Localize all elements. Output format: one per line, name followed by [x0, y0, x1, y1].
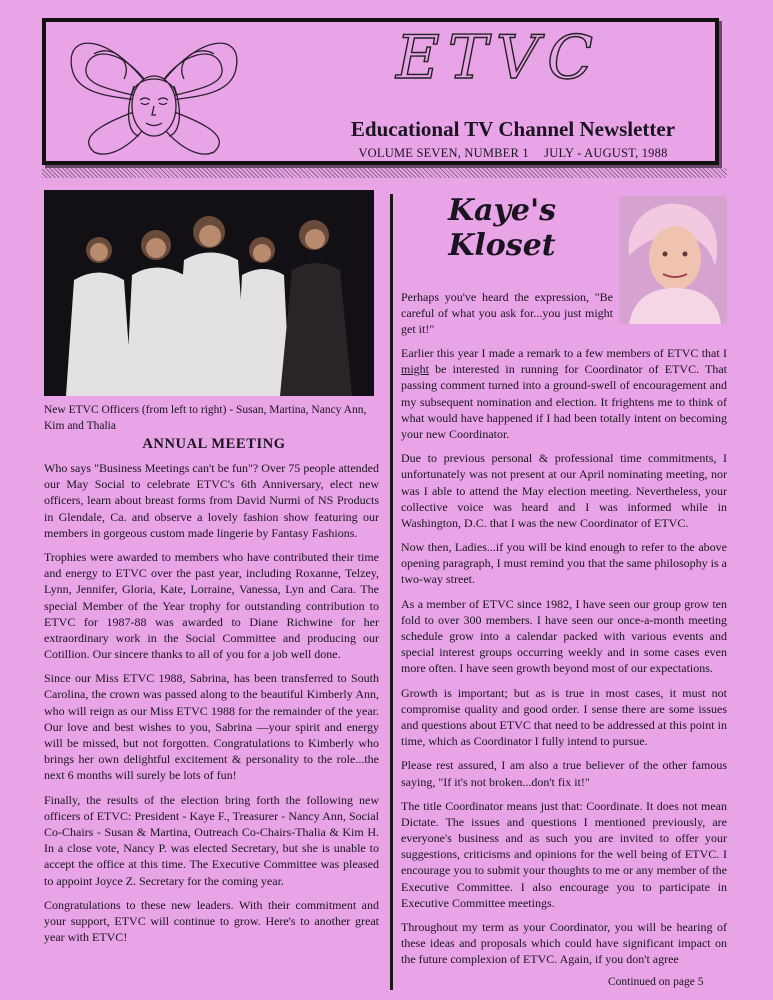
butterfly-face-logo: [54, 24, 254, 162]
article-paragraph: The title Coordinator means just that: Coordinate. It does not mean Dictate. The issues and questions I mentioned previously, are everyone's business and as such you are invited to offer your suggestions, criticisms and opinions for the well being of ETVC. I encourage you to submit your thoughts to me or any member of the Executive Committee. I also encourage you to participate in Executive Committee meetings.: [401, 798, 727, 910]
annual-meeting-heading: ANNUAL MEETING: [142, 436, 286, 452]
text-run: be interested in running for Coordinator of ETVC. That passing comment turned into a ground-swell of encouragement and my subsequent nomination and election. It frightens me to think of what would have happened if I had been totally intent on becoming your new Coordinator.: [401, 362, 727, 441]
newsletter-title: Educational TV Channel Newsletter: [350, 117, 676, 141]
kayes-kloset-title-line: Kloset: [448, 227, 556, 263]
photo-caption: New ETVC Officers (from left to right) - Susan, Martina, Nancy Ann, Kim and Thalia: [44, 404, 367, 432]
article-paragraph: Now then, Ladies...if you will be kind enough to refer to the above opening paragraph, I must remind you that the same philosophy is a two-way street.: [401, 540, 727, 587]
hatched-divider: [42, 168, 727, 178]
article-paragraph: Trophies were awarded to members who have contributed their time and energy to ETVC over the past year, including Roxanne, Telzey, Lynn, Jennifer, Gloria, Kate, Lorraine, Vanessa, Lyn and Cara. The special Member of the Year trophy for outstanding contribution to ETVC for 1987-88 was awarded to Diane Richwine for her extraordinary work in the Social Committee and producing our Cotillion. Our sincere thanks to all of you for a job well done.: [44, 549, 379, 662]
masthead: [42, 18, 719, 165]
kayes-kloset-article: [401, 345, 727, 976]
article-paragraph: As a member of ETVC since 1982, I have seen our group grow ten fold to over 300 members. I have seen our once-a-month meeting schedule grow into a calendar packed with various events and special interest groups occurring weekly and in some cases even more often. I have seen growth beyond most of our expectations.: [401, 596, 727, 676]
officers-photo: [44, 190, 374, 396]
article-paragraph: Since our Miss ETVC 1988, Sabrina, has been transferred to South Carolina, the crown was passed along to the beautiful Kimberly Ann, who will reign as our Miss ETVC 1988 for the remainder of the year. Our love and best wishes to you, Sabrina —your spirit and energy will be missed, but not forgotten. Congratulations to Kimberly who brings her own delightful excitement & personality to the role...the next 6 months will surely be lots of fun!: [44, 671, 379, 783]
volume-number: VOLUME SEVEN, NUMBER 1: [358, 146, 529, 160]
issue-line: [308, 146, 718, 161]
kayes-kloset-title-line: Kaye's: [447, 193, 557, 228]
article-paragraph: Perhaps you've heard the expression, "Be careful of what you ask for...you just might get it!": [401, 290, 613, 337]
text-run: Earlier this year I made a remark to a few members of ETVC that I: [401, 346, 727, 360]
kayes-kloset-intro: [401, 289, 613, 346]
article-paragraph: Due to previous personal & professional time commitments, I unfortunately was not present at our April nominating meeting, nor was I able to attend the May election meeting. Nevertheless, your collective voice was heard and I was informed while in Washington, D.C. that I was the new Coordinator of ETVC.: [401, 451, 727, 530]
column-rule: [390, 194, 393, 990]
kayes-kloset-title: [402, 194, 602, 263]
etvc-logo-script: ETVC: [396, 23, 602, 93]
article-paragraph: Congratulations to these new leaders. With their commitment and your support, ETVC will continue to grow. Here's to another great year with ETVC!: [44, 897, 379, 945]
article-paragraph: Who says "Business Meetings can't be fun"? Over 75 people attended our May Social to celebrate ETVC's 6th Anniversary, elect new officers, learn about breast forms from David Nurmi of NS Products in Glendale, Ca. and observe a lovely fashion show featuring our members in gorgeous custom made lingerie by Fantasy Fashions.: [44, 461, 379, 540]
kaye-portrait: [619, 196, 727, 324]
continued-note: Continued on page 5: [608, 976, 704, 988]
emphasized-word: might: [401, 362, 430, 377]
annual-meeting-article: [44, 460, 379, 953]
issue-date: JULY - AUGUST, 1988: [544, 146, 668, 160]
article-paragraph: [401, 345, 727, 442]
article-paragraph: Throughout my term as your Coordinator, you will be hearing of these ideas and proposals which could have significant impact on the future complexion of ETVC. Again, if you don't agree: [401, 920, 727, 967]
article-paragraph: Growth is important; but as is true in most cases, it must not compromise quality and good order. I sense there are some issues and questions about ETVC that need to be addressed at this point in time, which as Coordinator I fully intend to pursue.: [401, 685, 727, 749]
article-paragraph: Please rest assured, I am also a true believer of the other famous saying, "If it's not broken...don't fix it!": [401, 758, 727, 789]
article-paragraph: Finally, the results of the election bring forth the following new officers of ETVC: President - Kaye F., Treasurer - Nancy Ann, Social Co-Chairs - Susan & Martina, Outreach Co-Chairs-Thalia & Kim H. In a close vote, Nancy P. was elected Secretary, but she is unable to accept the office at this time. The Executive Committee was pleased to appoint Joyce Z. Secretary for the coming year.: [44, 792, 379, 888]
